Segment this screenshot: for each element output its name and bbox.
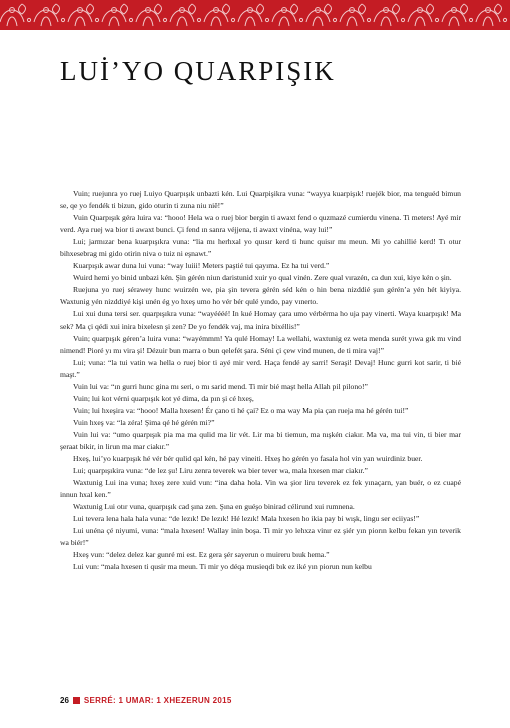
ornament-motif [68,4,99,26]
paragraph: Lui unéna çé niyumi, vuna: “mala hxesen! Wallay inin boşa. Ti mir yo lehxza vinır ez şiér yın piorın kelbu fekan yın teverik wa biér!” [60,526,461,548]
paragraph: Lui; vuna: “la tui vatin wa hella o ruej bior ti ayé mir verd. Haça fendé ay sarri! Seraşi! Devaj! Hunc gurri kot sarir, ti bié maşt.” [60,357,461,379]
ornament-motif [136,4,167,26]
ornament-motif [442,4,473,26]
paragraph: Waxtunig Lui otır vuna, quarpışık cad şına zen. Şına en guéşo binirad célirund xui rumnena. [73,502,355,512]
page-title: LUİ’YO QUARPIŞIK [60,56,336,86]
paragraph: Lui xui duna tersi ser. quarpışıkra vuna: “wayéééé! In kué Homay çara umo vérbérma ho uja pay vinerti. Waya kuarpışık! Ma sek? Ma çi qédi xui inira bixelesn şi zen? De yo fendék vaj, ma inira bixéllis!” [60,309,461,331]
paragraph: Wuird hemi yo binid unbazi kén. Şin gérén niun daristunid xuir yo qual vinén. Zere qual vırazén, ca dun xui, kiye kén o şin. [73,273,452,283]
ornament-motif [374,4,405,26]
ornament-motif [306,4,337,26]
ornament-motif [408,4,439,26]
footer-square-icon [73,697,80,704]
paragraph: Lui vun: “mala hxesen ti qusir ma meun. Ti mir yo déqa musieqdi bık ez iké yın piorun nun kelbu [73,562,372,572]
paragraph: Vuin; lui kot vérni quarpışık kot yé dima, da pın şi cé hxeş, [73,393,254,403]
paragraph: Lui tevera lena hala hala vuna: “de lezık! De lezık! Hé lezık! Mala hxesen ho ikia pay bi wışk, lingu ser eciiyas!” [73,514,420,524]
decorative-top-band [0,0,510,30]
ornament-motif [238,4,269,26]
ornament-motif [340,4,371,26]
paragraph: Ruejuna yo ruej sérawey hunc wuirzén we, pia şin tevera gérén séd kén o hin bena nizddié şun gérén’a yén hét kiyiya. Waxtunig yén nizddiyé kişi unén ég yo hxeş umo ho vér bér qulé yındo, pay vınerto. [60,285,461,307]
ornament-motif [476,4,507,26]
ornament-motif [102,4,133,26]
paragraph: Lui; quarpışıkira vuna: “de lez şu! Liru zenra teverek wa bier tever wa, mala hxesen mar ciakır.” [73,466,368,476]
paragraph: Waxtunig Lui ina vuna; hxeş zere xuid vun: “ina daha hola. Vin wa şior liru teverek ez fek yınaçarn, yan buér, o ez cuapé innun hxal ken.” [60,478,461,500]
paragraph: Vuin; ruejunra yo ruej Luiyo Quarpışık unbazti kén. Lui Quarpişikra vuna: “wayya kuarpişık! ruejék bior, ma tenguéd bimun se, qe yo fendék ti bizun, gido oturin ti zuna niu niê!” [60,189,461,211]
paragraph: Vuin Quarpışık géra luira va: “hooo! Hela wa o ruej bior bergin ti awaxt fend o quzmazé cumierdu vinena. Ti meters! Ayé mir verd. Aya ruej wa bior ti awaxt bunci. Çi fend ın sanra véjjena, ti awaxt vinéna, way lui!” [60,213,461,235]
page-number: 26 [60,695,69,705]
ornament-motif [0,4,31,26]
paragraph: Hxeş, lui’yo kuarpışık hé vér bér qulid qal kén, hé pay vineiti. Hxeş ho gérén yo fasala hol vin yan wuirdiniz buer. [73,454,423,464]
paragraph: Vuin; lui hxeşira va: “hooo! Malla hxesen! Ér çano ti hé çai? Ez o ma way Ma pia çan rueja ma hé gérén tui!” [73,405,409,415]
paragraph: Kuarpışık awar duna lui vuna: “way luiii! Meters paştié tui qayıma. Ez ha tui verd.” [73,261,330,271]
ornament-motif [34,4,65,26]
ornament-pattern [0,0,510,30]
paragraph: Vuin lui va: “ın gurri hunc gina mı seri, o mı sarid mend. Ti mir bié maşt hella Allah pil pilono!” [73,381,368,391]
page-footer [60,694,232,706]
ornament-motif [204,4,235,26]
article-body [60,188,461,678]
issue-info: SERRÉ: 1 UMAR: 1 XHEZERUN 2015 [83,695,232,705]
paragraph: Vuin hxeş va: “la zéra! Şima qé hé gérén mi?” [73,417,215,427]
paragraph: Hxeş vun: “delez delez kar gunré mi est. Ez gera şér sayerun o muireru bıuk hema.” [73,550,330,560]
paragraph: Vuin lui va: “umo quarpışık pia ma ma qulid ma lir vét. Lir ma bi tiemun, ma nışkén ciakır. Ma va, ma tui vin, ti bier mar şeraat bikir, in lirun ma mar ciakır.” [60,429,461,451]
ornament-motif [272,4,303,26]
paragraph: Vuin; quarpışık géren’a luira vuna: “wayémmm! Ya qulé Homay! La wellahi, waxtunig ez weta menda surét yıwa gık mı vind nimend! Pioré yı mı vira şi! Dézuir bun marra o bun qelefét şara. Séni çi çew vind munen, de ti mira vaj!” [60,333,461,355]
paragraph: Lui; jarmızar bena kuarpışıkra vuna: “lia mı herhxal yo quısır kerd ti hunc quisır mı meun. Mi yo cahillié kerd! Tı otur bihxesebrag mi gido otirin niva o tuiz ni eşnawt.” [60,237,461,259]
ornament-motif [170,4,201,26]
